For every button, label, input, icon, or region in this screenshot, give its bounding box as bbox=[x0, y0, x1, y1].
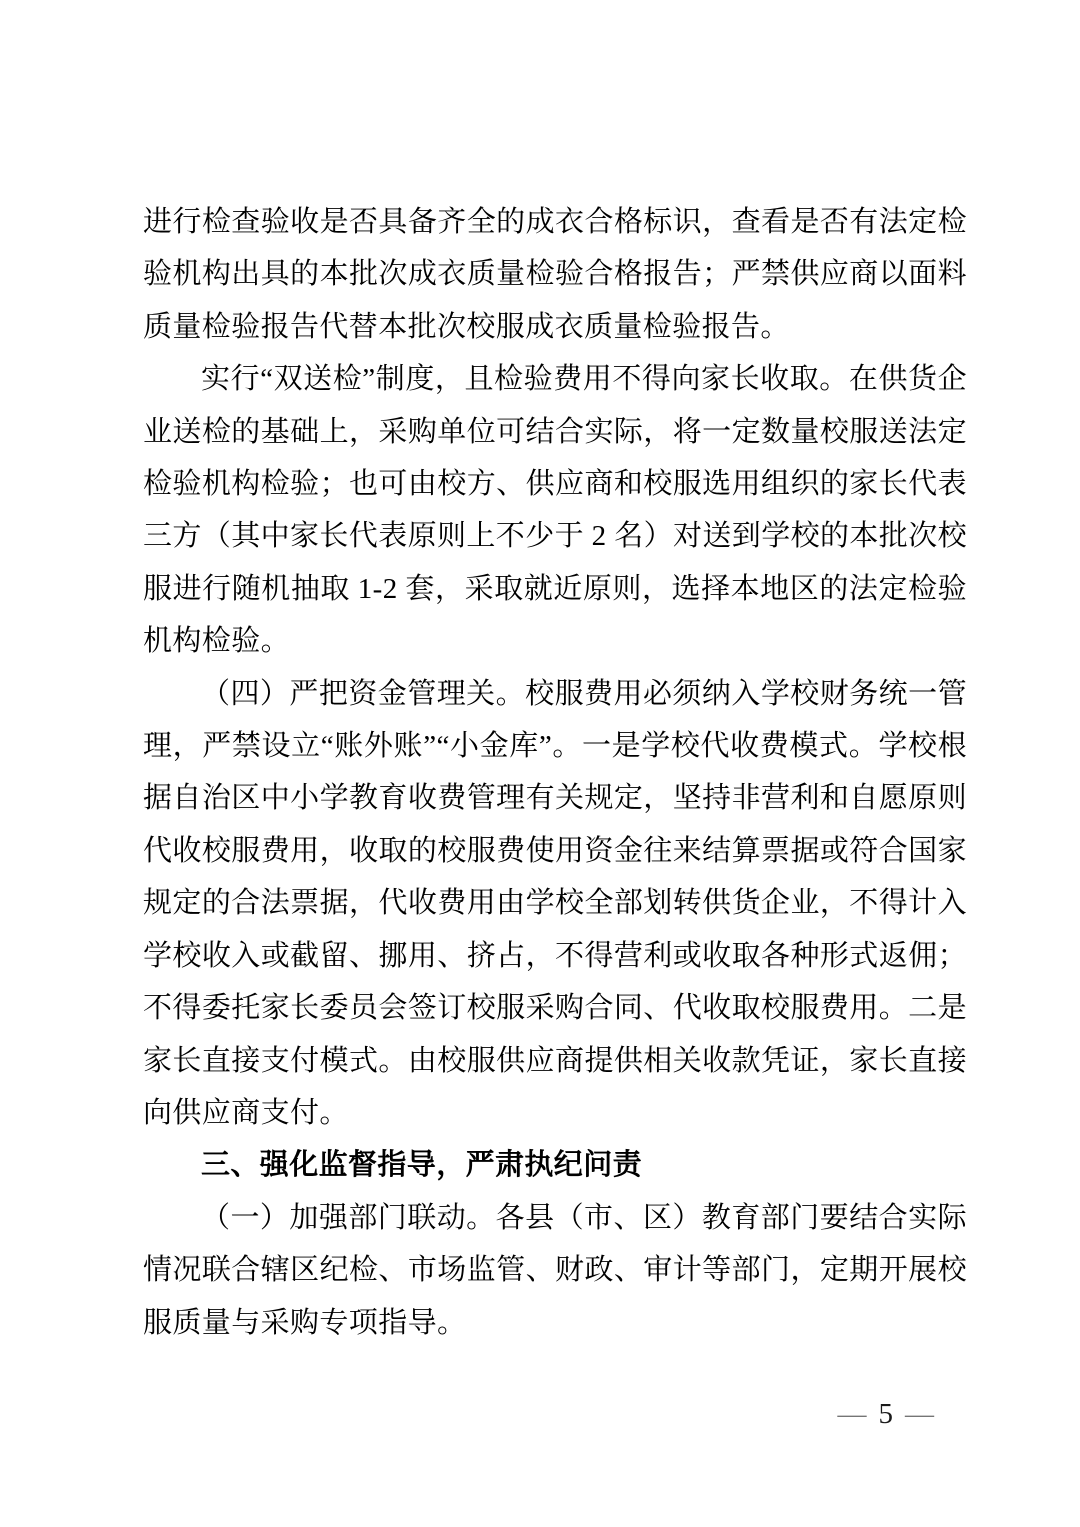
document-body bbox=[143, 196, 967, 1349]
subheading-item-four: （四）严把资金管理关。 bbox=[201, 677, 526, 710]
page-number-dash-left: — bbox=[837, 1398, 867, 1430]
paragraph bbox=[143, 1192, 967, 1349]
subheading-item-one: （一）加强部门联动。 bbox=[201, 1201, 496, 1234]
paragraph-text: 实行“双送检”制度，且检验费用不得向家长收取。在供货企业送检的基础上，采购单位可结合实际，将一定数量校服送法定检验机构检验；也可由校方、供应商和校服选用组织的家长代表三方（其中家长代表原则上不少于 2 名）对送到学校的本批次校服进行随机抽取 1-2 套，采取就近原则，选择本地区的法定检验机构检验。 bbox=[143, 363, 968, 658]
paragraph bbox=[143, 353, 967, 667]
paragraph-text: 校服费用必须纳入学校财务统一管理，严禁设立“账外账”“小金库”。一是学校代收费模式。学校根据自治区中小学教育收费管理有关规定，坚持非营利和自愿原则代收校服费用，收取的校服费使用资金往来结算票据或符合国家规定的合法票据，代收费用由学校全部划转供货企业，不得计入学校收入或截留、挪用、挤占，不得营利或收取各种形式返佣；不得委托家长委员会签订校服采购合同、代收取校服费用。二是家长直接支付模式。由校服供应商提供相关收款凭证，家长直接向供应商支付。 bbox=[143, 677, 967, 1129]
page-number bbox=[838, 1398, 935, 1430]
page-number-dash-right: — bbox=[905, 1398, 934, 1430]
paragraph bbox=[143, 668, 967, 1140]
paragraph-text: 各县（市、区）教育部门要结合实际情况联合辖区纪检、市场监管、财政、审计等部门，定期开展校服质量与采购专项指导。 bbox=[143, 1201, 967, 1339]
paragraph-continuation bbox=[143, 196, 967, 353]
section-heading-three: 三、强化监督指导，严肃执纪问责 bbox=[201, 1149, 643, 1182]
page-number-value: 5 bbox=[878, 1398, 893, 1430]
paragraph-text: 进行检查验收是否具备齐全的成衣合格标识，查看是否有法定检验机构出具的本批次成衣质量检验合格报告；严禁供应商以面料质量检验报告代替本批次校服成衣质量检验报告。 bbox=[143, 206, 967, 343]
